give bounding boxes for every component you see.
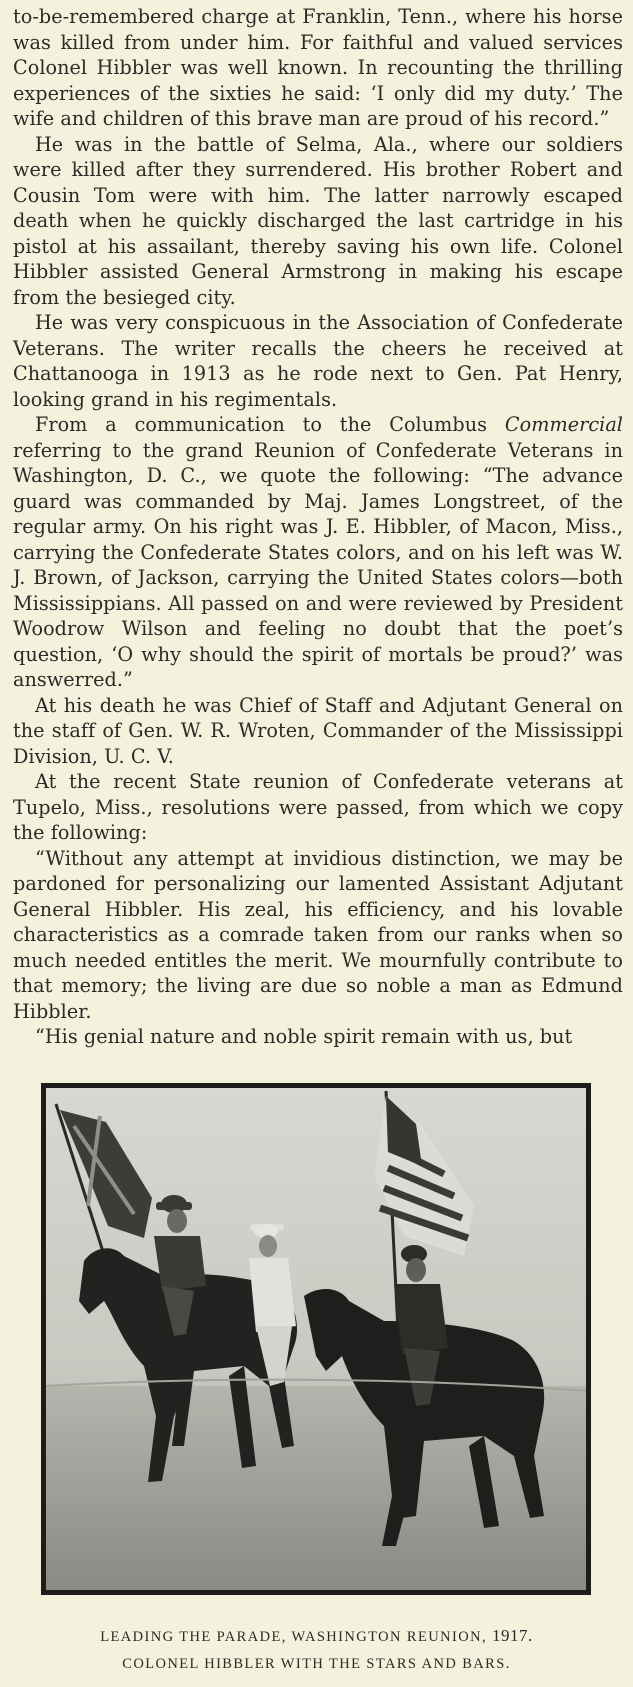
- article-text: [13, 4, 623, 1050]
- caption-year: 1917.: [492, 1626, 533, 1645]
- paragraph: At the recent State reunion of Confederate veterans at Tupelo, Miss., resolutions were passed, from which we copy the following:: [13, 770, 623, 844]
- parade-photo-illustration: [44, 1086, 588, 1592]
- paragraph: He was in the battle of Selma, Ala., where our soldiers were killed after they surrendered. His brother Robert and Cousin Tom were with him. The latter narrowly escaped death when he quickly discharged the last cartridge in his pistol at his assailant, thereby saving his own life. Colonel Hibbler assisted General Armstrong in making his escape from the besieged city.: [13, 132, 623, 309]
- parade-photograph: [41, 1083, 591, 1595]
- paragraph: At his death he was Chief of Staff and Adjutant General on the staff of Gen. W. R. Wroten, Commander of the Mississippi Division, U. C. V.: [13, 693, 623, 768]
- paragraph-text: From a communication to the Columbus: [35, 413, 505, 436]
- paragraph: to-be-remembered charge at Franklin, Tenn., where his horse was killed from under him. For faithful and valued services Colonel Hibbler was well known. In recounting the thrilling experiences of the sixties he said: ‘I only did my duty.’ The wife and children of this brave man are proud of his record.”: [13, 5, 623, 130]
- photo-caption: [0, 1622, 633, 1678]
- caption-line-1: LEADING THE PARADE, WASHINGTON REUNION, 1917.: [100, 1626, 533, 1645]
- caption-line-2: COLONEL HIBBLER WITH THE STARS AND BARS.: [122, 1656, 511, 1672]
- paragraph: [13, 412, 623, 693]
- quote-paragraph: “His genial nature and noble spirit remain with us, but: [35, 1025, 573, 1048]
- quote-paragraph: “Without any attempt at invidious distinction, we may be pardoned for personalizing our lamented Assistant Adjutant General Hibbler. His zeal, his efficiency, and his lovable characteristics as a comrade taken from our ranks when so much needed entitles the merit. We mournfully contribute to that memory; the living are due so noble a man as Edmund Hibbler.: [13, 846, 623, 1023]
- paragraph: He was very conspicuous in the Association of Confederate Veterans. The writer recalls the cheers he received at Chattanooga in 1913 as he rode next to Gen. Pat Henry, looking grand in his regimentals.: [13, 311, 623, 411]
- paragraph-text: referring to the grand Reunion of Confederate Veterans in Washington, D. C., we quote the following: “The advance guard was commanded by Maj. James Longstreet, of the regular army. On his right was J. E. Hibbler, of Macon, Miss., carrying the Confederate States colors, and on his left was W. J. Brown, of Jackson, carrying the United States colors—both Mississippians. All passed on and were reviewed by President Woodrow Wilson and feeling no doubt that the poet’s question, ‘O why should the spirit of mortals be proud?’ was answerred.”: [13, 438, 623, 691]
- newspaper-name: Commercial: [504, 413, 623, 436]
